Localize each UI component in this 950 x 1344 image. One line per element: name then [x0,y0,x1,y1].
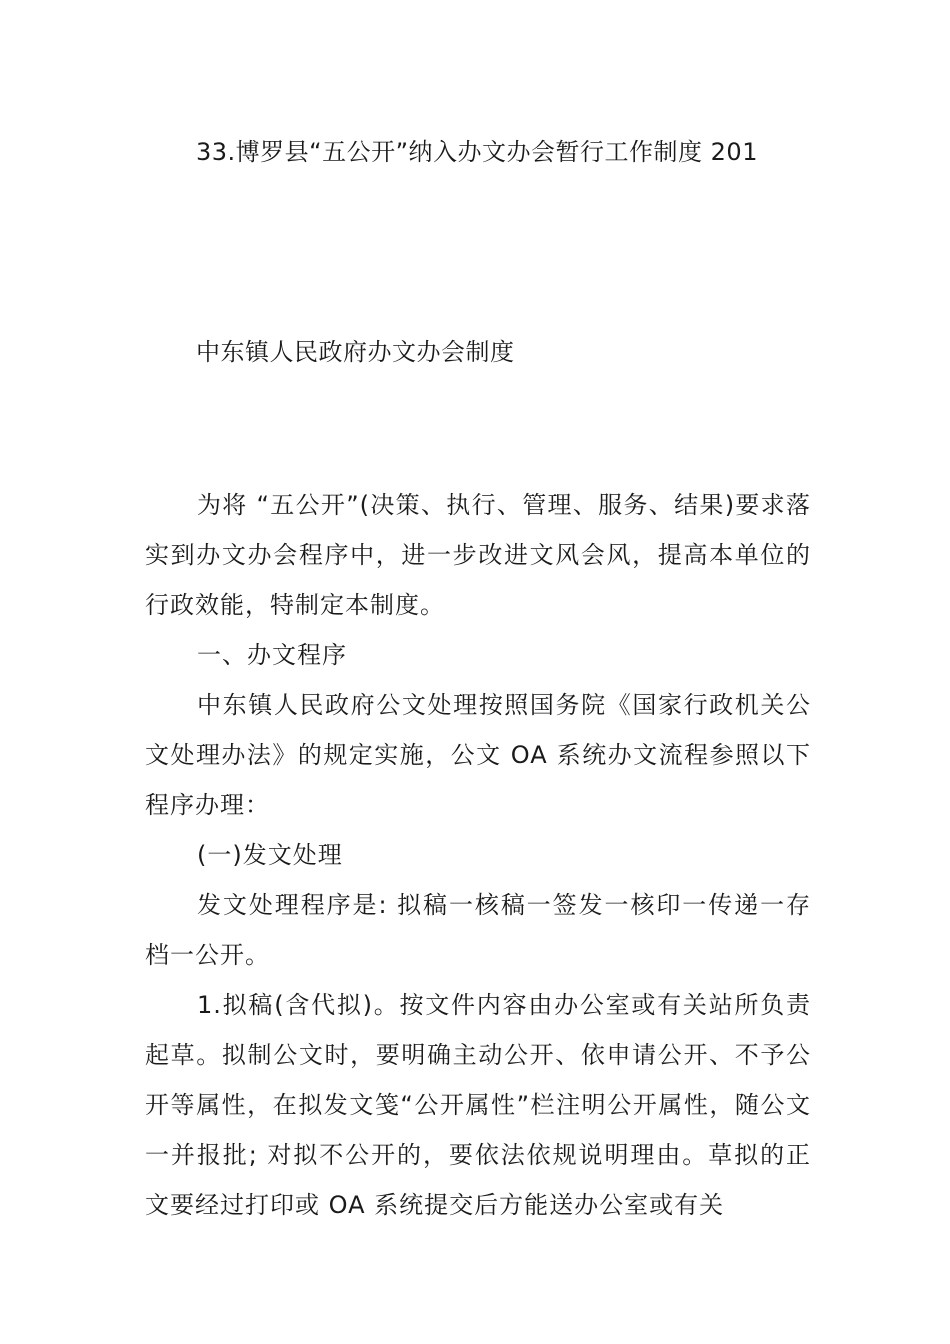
section-heading-procedure: 一、办文程序 [197,641,347,669]
subsection-heading-outgoing: (一)发文处理 [197,841,343,869]
paragraph-drafting: 1.拟稿(含代拟)。按文件内容由办公室或有关站所负责起草。拟制公文时，要明确主动公开、依申请公开、不予公开等属性，在拟发文笺“公开属性”栏注明公开属性，随公文一并报批; 对拟不公开的，要依法依规说明理由。草拟的正文要经过打印或 OA 系统提交后方能送办公室或有关 [145,991,811,1219]
paragraph-outgoing-steps: 发文处理程序是: 拟稿一核稿一签发一核印一传递一存档一公开。 [145,891,811,969]
document-body [145,480,811,1230]
document-title: 33.博罗县“五公开”纳入办文办会暂行工作制度 201 [196,138,758,166]
paragraph-intro: 为将 “五公开”(决策、执行、管理、服务、结果)要求落实到办文办会程序中，进一步改进文风会风，提高本单位的行政效能，特制定本制度。 [145,491,811,619]
document-subtitle: 中东镇人民政府办文办会制度 [196,338,515,366]
paragraph-procedure: 中东镇人民政府公文处理按照国务院《国家行政机关公文处理办法》的规定实施，公文 OA 系统办文流程参照以下程序办理： [145,691,811,819]
